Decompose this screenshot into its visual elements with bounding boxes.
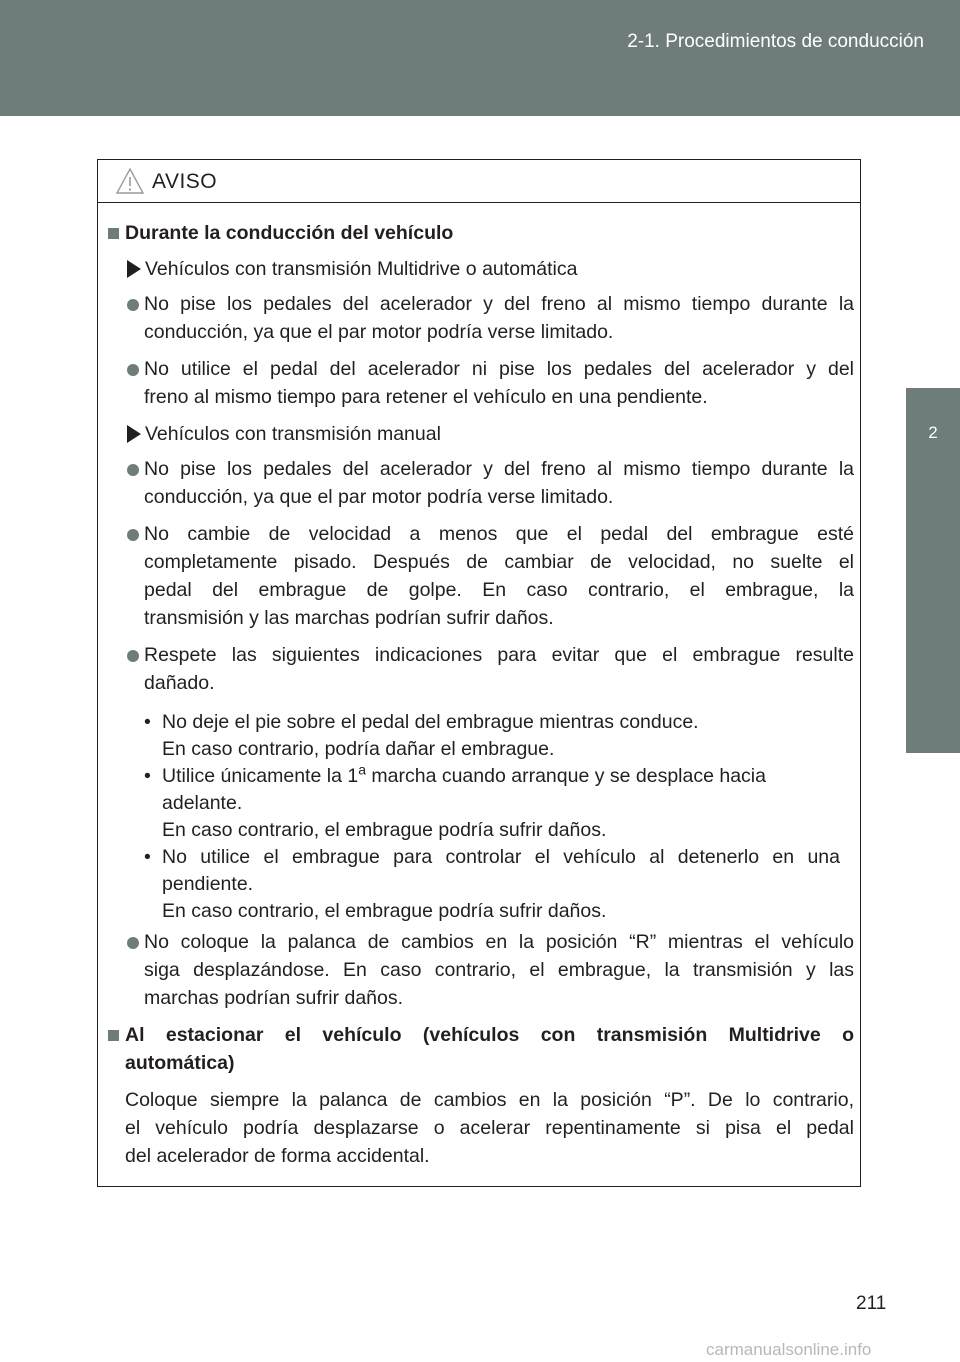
superscript: a [358, 761, 366, 778]
square-bullet-icon [108, 1030, 119, 1041]
round-bullet-icon [127, 937, 139, 949]
list-line: adelante. [162, 792, 243, 814]
section-heading: Durante la conducción del vehículo [125, 222, 454, 244]
paragraph-line: del acelerador de forma accidental. [125, 1145, 430, 1167]
round-bullet-icon [127, 364, 139, 376]
paragraph-line: No cambie de velocidad a menos que el pedal del embrague esté [144, 523, 854, 545]
paragraph-line: transmisión y las marchas podrían sufrir daños. [144, 607, 554, 629]
paragraph-line: marchas podrían sufrir daños. [144, 987, 404, 1009]
list-line: En caso contrario, el embrague podría sufrir daños. [162, 819, 607, 841]
subheading: Vehículos con transmisión Multidrive o automática [145, 258, 578, 280]
list-line: No utilice el embrague para controlar el vehículo al detenerlo en una [162, 846, 840, 868]
page-number: 211 [856, 1293, 887, 1314]
chapter-title: Durante la conducción [17, 505, 38, 691]
warning-triangle-icon [115, 167, 145, 195]
subheading: Vehículos con transmisión manual [145, 423, 441, 445]
list-line: No deje el pie sobre el pedal del embrague mientras conduce. [162, 711, 699, 733]
paragraph-line: Coloque siempre la palanca de cambios en la posición “P”. De lo contrario, [125, 1089, 854, 1111]
paragraph-line: completamente pisado. Después de cambiar de velocidad, no suelte el [144, 551, 854, 573]
list-text: Utilice únicamente la 1 [162, 765, 359, 787]
paragraph-line: No pise los pedales del acelerador y del freno al mismo tiempo durante la [144, 458, 854, 480]
paragraph-line: freno al mismo tiempo para retener el vehículo en una pendiente. [144, 386, 708, 408]
list-dot-icon: • [144, 765, 151, 787]
paragraph-line: pedal del embrague de golpe. En caso contrario, el embrague, la [144, 579, 854, 601]
paragraph-line: conducción, ya que el par motor podría verse limitado. [144, 486, 614, 508]
round-bullet-icon [127, 464, 139, 476]
section-heading: Al estacionar el vehículo (vehículos con transmisión Multidrive o [125, 1024, 854, 1046]
warning-header [98, 160, 860, 203]
round-bullet-icon [127, 650, 139, 662]
triangle-arrow-icon [127, 425, 141, 443]
list-line: En caso contrario, podría dañar el embrague. [162, 738, 555, 760]
list-line [162, 763, 766, 789]
chapter-tab [906, 388, 960, 753]
round-bullet-icon [127, 529, 139, 541]
square-bullet-icon [108, 228, 119, 239]
list-dot-icon: • [144, 846, 151, 868]
paragraph-line: Respete las siguientes indicaciones para evitar que el embrague resulte [144, 644, 854, 666]
round-bullet-icon [127, 299, 139, 311]
section-title: 2-1. Procedimientos de conducción [627, 31, 924, 52]
paragraph-line: dañado. [144, 672, 215, 694]
page-header [0, 0, 960, 116]
paragraph-line: el vehículo podría desplazarse o acelerar repentinamente si pisa el pedal [125, 1117, 854, 1139]
triangle-arrow-icon [127, 260, 141, 278]
list-text: marcha cuando arranque y se desplace hacia [365, 765, 766, 787]
list-line: En caso contrario, el embrague podría sufrir daños. [162, 900, 607, 922]
section-heading: automática) [125, 1052, 235, 1074]
paragraph-line: No pise los pedales del acelerador y del freno al mismo tiempo durante la [144, 293, 854, 315]
paragraph-line: conducción, ya que el par motor podría verse limitado. [144, 321, 614, 343]
warning-label: AVISO [152, 170, 218, 193]
paragraph-line: No utilice el pedal del acelerador ni pise los pedales del acelerador y del [144, 358, 854, 380]
watermark: carmanualsonline.info [706, 1340, 872, 1359]
paragraph-line: No coloque la palanca de cambios en la posición “R” mientras el vehículo [144, 931, 854, 953]
chapter-number: 2 [928, 423, 938, 442]
list-dot-icon: • [144, 711, 151, 733]
list-line: pendiente. [162, 873, 254, 895]
paragraph-line: siga desplazándose. En caso contrario, el embrague, la transmisión y las [144, 959, 854, 981]
warning-box [97, 159, 861, 1187]
